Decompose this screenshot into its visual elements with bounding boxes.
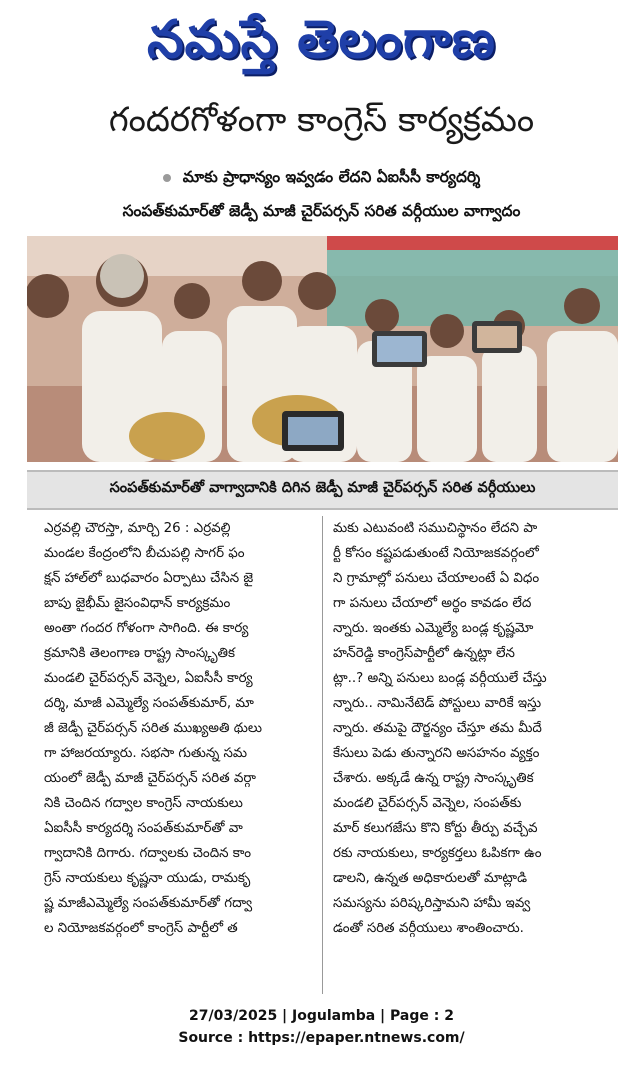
article-deck-line-1: [20, 168, 623, 190]
bullet-icon: [163, 174, 171, 182]
article-body-column-right: మకు ఎటువంటి సముచిస్థానం లేదని పా ర్టీ కోసం కష్టపడుతుంటే నియోజకవర్గంలో ని గ్రామాల్లో పనులు చేయాలంటే ఏ విధం గా పనులు చేయాలో అర్థం కావడం లేద న్నారు. ఇంతకు ఎమ్మెల్యే బండ్ల కృష్ణమో హన్‌రెడ్డి కాంగ్రెస్‌పార్టీలో ఉన్నట్లా లేన ట్లా..? అన్ని పనులు బండ్ల వర్గీయులే చేస్తు న్నారు.. నామినేటెడ్ పోస్టులు వారికే ఇస్తు న్నారు. తమపై దౌర్జన్యం చేస్తూ తమ మీదే కేసులు పెడు తున్నారని అసహనం వ్యక్తం చేశారు. అక్కడే ఉన్న రాష్ట్ర సాంస్కృతిక మండలి చైర్‌పర్సన్ వెన్నెల, సంపత్‌కు మార్ కలుగజేసు కొని కోర్టు తీర్పు వచ్చేవ రకు నాయకులు, కార్యకర్తలు ఓపికగా ఉం డాలని, ఉన్నత అధికారులతో మాట్లాడి సమస్యను పరిష్కరిస్తామని హామీ ఇవ్వ డంతో సరిత వర్గీయులు శాంతించారు.: [333, 521, 547, 936]
news-photo-illustration: [27, 236, 618, 462]
masthead: [0, 0, 643, 92]
deck-text-1: మాకు ప్రాధాన్యం ఇవ్వడం లేదని ఏఐసీసీ కార్యదర్శి: [182, 168, 481, 186]
source-link[interactable]: Source : https://epaper.ntnews.com/: [178, 1030, 465, 1046]
column-divider: [322, 516, 323, 994]
edition-info: 27/03/2025 | Jogulamba | Page : 2: [189, 1008, 454, 1024]
article-headline: గందరగోళంగా కాంగ్రెస్ కార్యక్రమం: [108, 100, 535, 140]
article-deck-line-2: సంపత్‌కుమార్‌తో జెడ్పీ మాజీ చైర్‌పర్సన్ సరిత వర్గీయుల వాగ్వాదం: [122, 202, 521, 220]
article-body-column-left: ఎర్రవల్లి చౌరస్తా, మార్చి 26 : ఎర్రవల్లి మండల కేంద్రంలోని బీచుపల్లి సాగర్ ఫం క్షన్ హాల్‌లో బుధవారం ఏర్పాటు చేసిన జై బాపు జైభీమ్ జైసంవిధాన్ కార్యక్రమం అంతా గందర గోళంగా సాగింది. ఈ కార్య క్రమానికి తెలంగాణ రాష్ట్ర సాంస్కృతిక మండలి చైర్‌పర్సన్ వెన్నెల, ఏఐసీసీ కార్య దర్శి, మాజీ ఎమ్మెల్యే సంపత్‌కుమార్, మా జీ జెడ్పీ చైర్‌పర్సన్ సరిత ముఖ్యఅతి థులు గా హాజరయ్యారు. సభసా గుతున్న సమ యంలో జెడ్పీ మాజీ చైర్‌పర్సన్ సరిత వర్గా నికి చెందిన గద్వాల కాంగ్రెస్ నాయకులు ఏఐసీసీ కార్యదర్శి సంపత్‌కుమార్‌తో వా గ్వాదానికి దిగారు. గద్వాలకు చెందిన కాం గ్రెస్ నాయకులు కృష్ణనా యుడు, రామకృ ష్ణ మాజీఎమ్మెల్యే సంపత్‌కుమార్‌తో గద్వా ల నియోజకవర్గంలో కాంగ్రెస్ పార్టీలో త: [44, 521, 262, 936]
news-photo: [27, 236, 618, 462]
photo-caption: సంపత్‌కుమార్‌తో వాగ్వాదానికి దిగిన జెడ్పీ మాజీ చైర్‌పర్సన్ సరిత వర్గీయులు: [27, 470, 618, 510]
newspaper-logo-title: నమస్తే తెలంగాణ: [147, 9, 496, 70]
